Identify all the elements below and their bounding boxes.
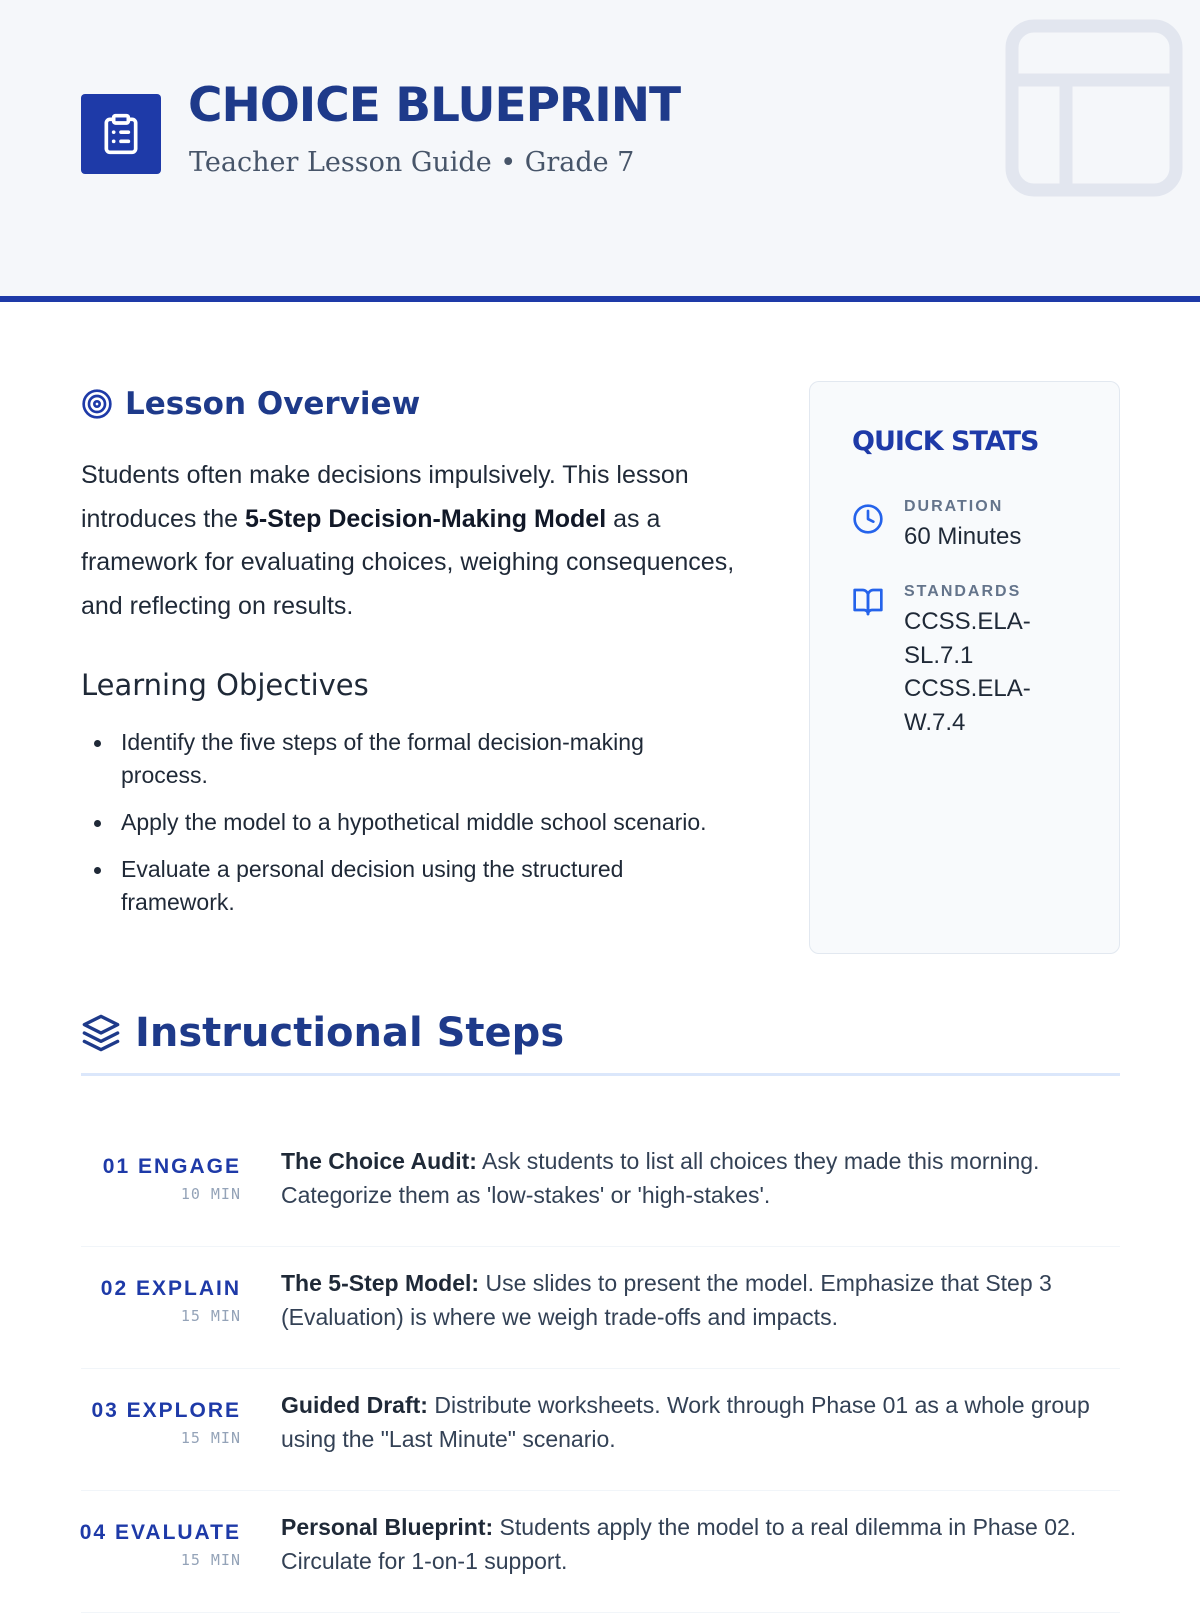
step-description: Guided Draft: Distribute worksheets. Work through Phase 01 as a whole group using the "Last Minute" scenario.	[281, 1392, 1090, 1452]
step-phase: 03 EXPLORE	[91, 1399, 241, 1422]
instructional-steps-heading	[81, 1007, 564, 1059]
table-row	[81, 1125, 1120, 1247]
step-duration: 15 MIN	[180, 1429, 241, 1447]
step-phase: 04 EVALUATE	[79, 1521, 241, 1544]
quick-stats-title: QUICK STATS	[852, 426, 1039, 457]
step-description: The 5-Step Model: Use slides to present the model. Emphasize that Step 3 (Evaluation) is where we weigh trade-offs and impacts.	[281, 1270, 1052, 1330]
layout-icon	[1004, 18, 1184, 198]
layers-icon	[81, 1013, 121, 1053]
list-item: Identify the five steps of the formal decision-making process.	[81, 726, 721, 792]
standards-label: STANDARDS	[904, 583, 1022, 600]
duration-value: 60 Minutes	[904, 523, 1022, 550]
list-item: Evaluate a personal decision using the structured framework.	[81, 853, 721, 919]
lesson-overview-text: Students often make decisions impulsively. This lesson introduces the 5-Step Decision-Making Model as a framework for evaluating choices, weighing consequences, and reflecting on results.	[81, 461, 735, 620]
book-icon	[852, 586, 884, 618]
table-row	[81, 1491, 1120, 1613]
standards-value: CCSS.ELA-SL.7.1 CCSS.ELA-W.7.4	[904, 608, 1031, 736]
table-row	[81, 1247, 1120, 1369]
step-description: The Choice Audit: Ask students to list all choices they made this morning. Categorize them as 'low-stakes' or 'high-stakes'.	[281, 1148, 1040, 1208]
step-duration: 15 MIN	[180, 1307, 241, 1325]
step-duration: 10 MIN	[180, 1185, 241, 1203]
learning-objectives-list	[81, 726, 721, 933]
step-duration: 15 MIN	[180, 1551, 241, 1569]
lesson-overview-title: Lesson Overview	[125, 386, 421, 422]
section-divider	[81, 1073, 1120, 1076]
table-row	[81, 1369, 1120, 1491]
learning-objectives-title: Learning Objectives	[81, 668, 369, 702]
clipboard-icon	[99, 112, 143, 156]
clock-icon	[852, 503, 884, 535]
page-subtitle: Teacher Lesson Guide • Grade 7	[189, 147, 635, 178]
step-description: Personal Blueprint: Students apply the model to a real dilemma in Phase 02. Circulate for 1-on-1 support.	[281, 1514, 1077, 1574]
step-phase: 02 EXPLAIN	[100, 1277, 241, 1300]
step-phase: 01 ENGAGE	[102, 1155, 241, 1178]
duration-label: DURATION	[904, 498, 1004, 515]
page-header	[0, 0, 1200, 302]
target-icon	[81, 388, 113, 420]
lesson-overview-heading	[81, 382, 420, 426]
quick-stats-card	[809, 381, 1120, 954]
list-item: Apply the model to a hypothetical middle school scenario.	[81, 806, 721, 839]
page-title: CHOICE BLUEPRINT	[188, 78, 681, 133]
instructional-steps-title: Instructional Steps	[135, 1010, 565, 1056]
logo	[81, 94, 161, 174]
